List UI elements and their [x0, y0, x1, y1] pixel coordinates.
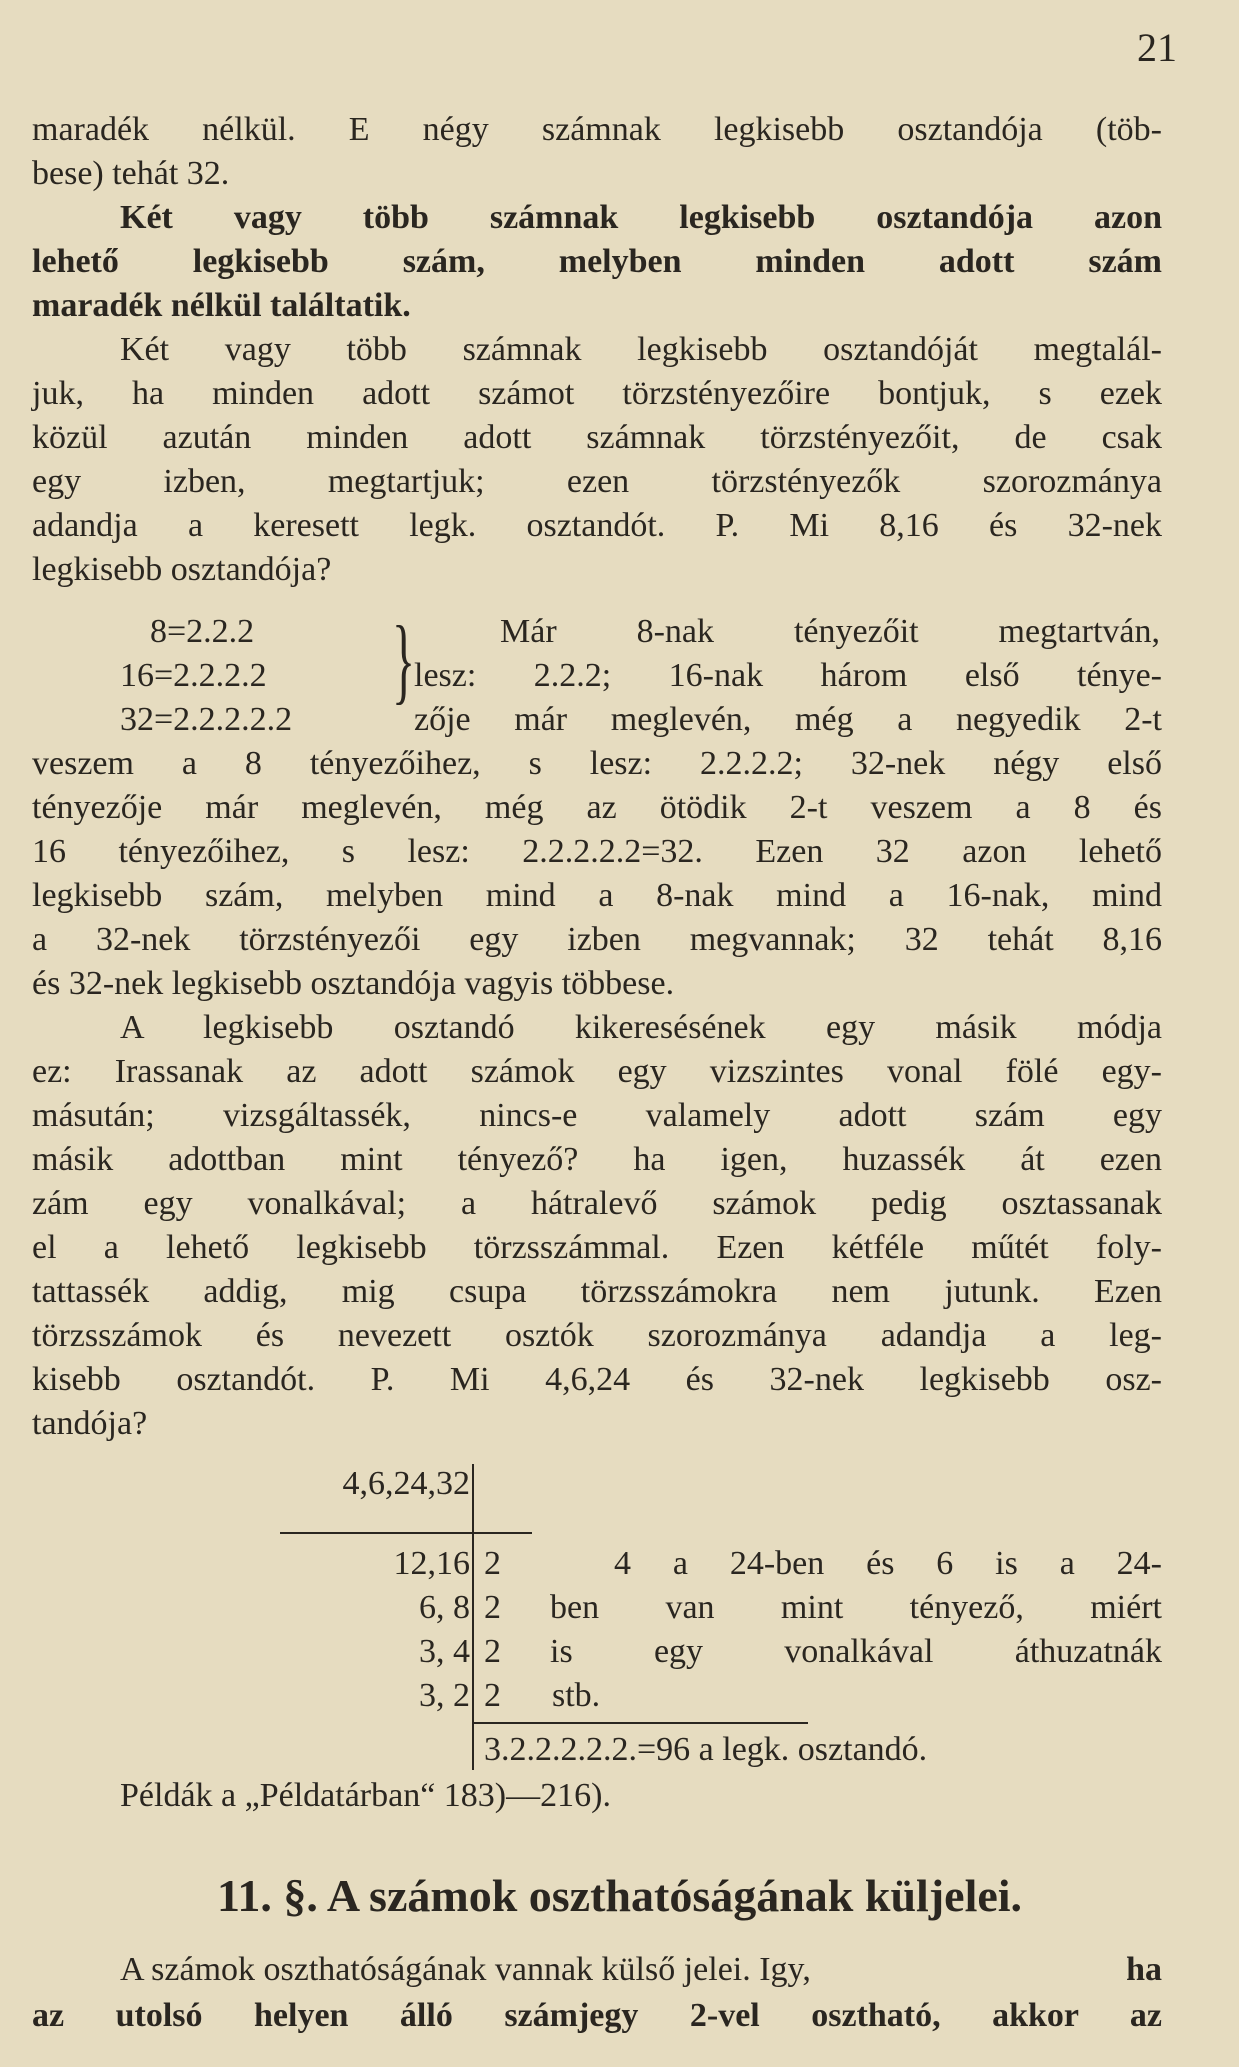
- text-line: ez: Irassanak az adott számok egy vizszintes vonal fölé egy-: [32, 1053, 1162, 1090]
- text-line: bese) tehát 32.: [32, 155, 230, 192]
- text-span-bold: ha: [1126, 1951, 1162, 1988]
- examples-reference: Példák a „Példatárban“ 183)—216).: [120, 1777, 611, 1814]
- division-divisor: 2: [484, 1589, 501, 1626]
- text-line: tényezője már meglevén, még az ötödik 2-t veszem a 8 és: [32, 789, 1162, 826]
- division-left: 3, 2: [419, 1677, 470, 1714]
- text-line: a 32-nek törzstényezői egy izben megvannak; 32 tehát 8,16: [32, 921, 1162, 958]
- factor-note: Már 8-nak tényezőit megtartván,: [500, 613, 1160, 650]
- division-left: 6, 8: [419, 1589, 470, 1626]
- text-line: kisebb osztandót. P. Mi 4,6,24 és 32-nek legkisebb osz-: [32, 1361, 1162, 1398]
- division-note: stb.: [552, 1677, 601, 1714]
- text-line: el a lehető legkisebb törzsszámmal. Ezen kétféle műtét foly-: [32, 1229, 1162, 1266]
- text-line: közül azután minden adott számnak törzstényezőit, de csak: [32, 419, 1162, 456]
- page-number: 21: [1137, 25, 1177, 70]
- text-line: legkisebb osztandója?: [32, 551, 332, 588]
- division-note: 4 a 24-ben és 6 is a 24-: [614, 1545, 1162, 1582]
- factor-note: zője már meglevén, még a negyedik 2-t: [414, 701, 1162, 738]
- division-note: ben van mint tényező, miért: [550, 1589, 1162, 1626]
- division-vertical-rule: [472, 1464, 474, 1770]
- text-line: A legkisebb osztandó kikeresésének egy másik módja: [120, 1009, 1162, 1046]
- text-line: tandója?: [32, 1405, 148, 1442]
- factor-note: lesz: 2.2.2; 16-nak három első ténye-: [414, 657, 1162, 694]
- division-note: is egy vonalkával áthuzatnák: [550, 1633, 1162, 1670]
- division-left: 3, 4: [419, 1633, 470, 1670]
- definition-line: Két vagy több számnak legkisebb osztandója azon: [120, 199, 1162, 236]
- text-line: veszem a 8 tényezőihez, s lesz: 2.2.2.2; 32-nek négy első: [32, 745, 1162, 782]
- section-heading: 11. §. A számok oszthatóságának küljelei.: [216, 1870, 1023, 1921]
- division-left: 12,16: [393, 1545, 470, 1582]
- text-line: másik adottban mint tényező? ha igen, huzassék át ezen: [32, 1141, 1162, 1178]
- text-line: törzsszámok és nevezett osztók szorozmánya adandja a leg-: [32, 1317, 1162, 1354]
- text-line: juk, ha minden adott számot törzstényezőire bontjuk, s ezek: [32, 375, 1162, 412]
- text-line: 16 tényezőihez, s lesz: 2.2.2.2.2=32. Ezen 32 azon lehető: [32, 833, 1162, 870]
- text-line: az utolsó helyen álló számjegy 2-vel osztható, akkor az: [32, 1997, 1162, 2034]
- factor-row: 8=2.2.2: [150, 613, 255, 650]
- factor-row: 32=2.2.2.2.2: [120, 701, 293, 738]
- text-line: [120, 1948, 1162, 1992]
- text-line: zám egy vonalkával; a hátralevő számok pedig osztassanak: [32, 1185, 1162, 1222]
- factor-row: 16=2.2.2.2: [120, 657, 267, 694]
- division-divisor: 2: [484, 1633, 501, 1670]
- definition-line: lehető legkisebb szám, melyben minden adott szám: [32, 243, 1162, 280]
- result-rule: [474, 1722, 808, 1724]
- division-top: 4,6,24,32: [342, 1465, 470, 1502]
- division-result: 3.2.2.2.2.2.=96 a legk. osztandó.: [484, 1731, 928, 1768]
- text-line: egy izben, megtartjuk; ezen törzstényezők szorozmánya: [32, 463, 1162, 500]
- division-horizontal-rule: [280, 1532, 532, 1534]
- text-line: maradék nélkül. E négy számnak legkisebb osztandója (töb-: [32, 111, 1162, 148]
- text-line: másután; vizsgáltassék, nincs-e valamely adott szám egy: [32, 1097, 1162, 1134]
- text-line: tattassék addig, mig csupa törzsszámokra nem jutunk. Ezen: [32, 1273, 1162, 1310]
- brace-icon: }: [392, 606, 416, 713]
- text-line: legkisebb szám, melyben mind a 8-nak mind a 16-nak, mind: [32, 877, 1162, 914]
- definition-line: maradék nélkül találtatik.: [32, 287, 411, 324]
- text-span: A számok oszthatóságának vannak külső jelei. Igy,: [120, 1951, 811, 1988]
- text-line: és 32-nek legkisebb osztandója vagyis többese.: [32, 965, 675, 1002]
- division-divisor: 2: [484, 1545, 501, 1582]
- text-line: adandja a keresett legk. osztandót. P. Mi 8,16 és 32-nek: [32, 507, 1162, 544]
- division-divisor: 2: [484, 1677, 501, 1714]
- text-line: Két vagy több számnak legkisebb osztandóját megtalál-: [120, 331, 1162, 368]
